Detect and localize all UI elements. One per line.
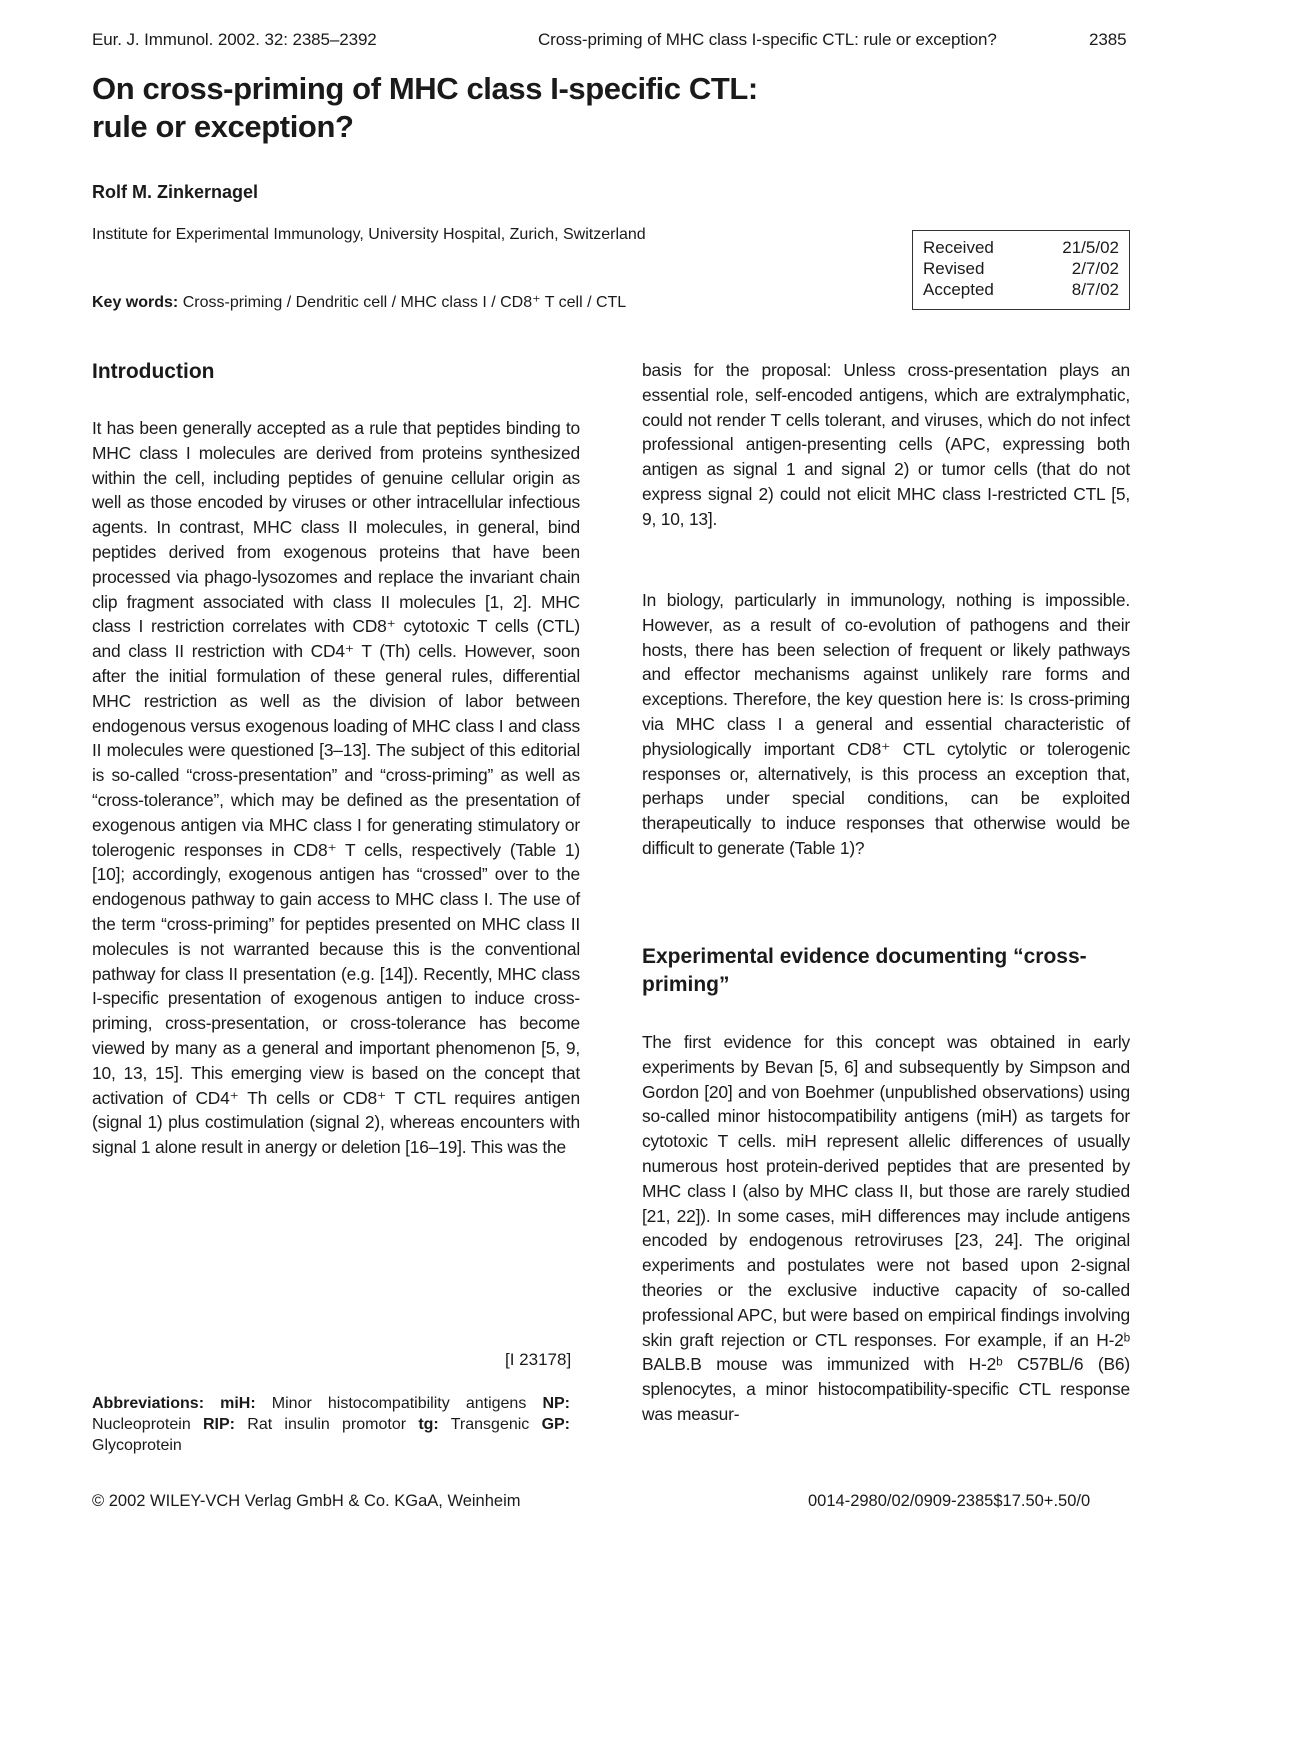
section-heading-experimental-evidence: Experimental evidence documenting “cross-priming” xyxy=(642,945,1087,996)
price-code-line: 0014-2980/02/0909-2385$17.50+.50/0 xyxy=(808,1492,1091,1510)
date-row-accepted xyxy=(923,279,1119,300)
paragraph-basis-for-proposal: basis for the proposal: Unless cross-presentation plays an essential role, self-encoded antigens, which are extralymphatic, could not render T cells tolerant, and viruses, which do not infect professional antigen-presenting cells (APC, expressing both antigen as signal 1 and signal 2) or tumor cells (that do not express signal 2) could not elicit MHC class I-restricted CTL [5, 9, 10, 13]. xyxy=(642,360,1130,529)
author-name: Rolf M. Zinkernagel xyxy=(92,182,259,202)
abbr-definition: Glycoprotein xyxy=(92,1437,182,1454)
running-header-journal: Eur. J. Immunol. 2002. 32: 2385–2392 xyxy=(92,30,377,49)
abbr-term: NP: xyxy=(542,1395,570,1412)
date-row-received xyxy=(923,237,1119,258)
running-header-title: Cross-priming of MHC class I-specific CTL: rule or exception? xyxy=(538,30,997,49)
article-title-line-2: rule or exception? xyxy=(92,109,354,144)
abbreviations-footnote xyxy=(92,1393,570,1456)
date-row-revised xyxy=(923,258,1119,279)
abbr-definition: Minor histocompatibility antigens xyxy=(271,1395,527,1412)
date-value: 2/7/02 xyxy=(1071,259,1119,278)
paragraph-introduction: It has been generally accepted as a rule that peptides binding to MHC class I molecules are derived from proteins synthesized within the cell, including peptides of genuine cellular origin as well as those encoded by viruses or other intracellular infectious agents. In contrast, MHC class II molecules, in general, bind peptides derived from exogenous proteins that have been processed via phago-lysozomes and replace the invariant chain clip fragment associated with class II molecules [1, 2]. MHC class I restriction correlates with CD8⁺ cytotoxic T cells (CTL) and class II restriction with CD4⁺ T (Th) cells. However, soon after the initial formulation of these general rules, differential MHC restriction as well as the division of labor between endogenous versus exogenous loading of MHC class I and class II molecules were questioned [3–13]. The subject of this editorial is so-called “cross-presentation” and “cross-priming” as well as “cross-tolerance”, which may be defined as the presentation of exogenous antigen via MHC class I for generating stimulatory or tolerogenic responses in CD8⁺ T cells, respectively (Table 1) [10]; accordingly, exogenous antigen has “crossed” over to the endogenous pathway to gain access to MHC class I. The use of the term “cross-priming” for peptides presented on MHC class II molecules is not warranted because this is the conventional pathway for class II presentation (e.g. [14]). Recently, MHC class I-specific presentation of exogenous antigen to induce cross-priming, cross-presentation, or cross-tolerance has become viewed by many as a general and important phenomenon [5, 9, 10, 13, 15]. This emerging view is based on the concept that activation of CD4⁺ Th cells or CD8⁺ T CTL requires antigen (signal 1) plus costimulation (signal 2), whereas encounters with signal 1 alone result in anergy or deletion [16–19]. This was the xyxy=(92,418,580,1158)
keywords-line xyxy=(92,292,626,312)
abbr-definition: Rat insulin promotor xyxy=(247,1416,407,1433)
abbr-term: RIP: xyxy=(203,1416,235,1433)
abbr-term: miH: xyxy=(220,1395,256,1412)
paragraph-biology: In biology, particularly in immunology, nothing is impossible. However, as a result of co-evolution of pathogens and their hosts, there has been selection of frequent or likely pathways and effector mechanisms against unlikely rare forms and exceptions. Therefore, the key question here is: Is cross-priming via MHC class I a general and essential characteristic of physiologically important CD8⁺ CTL cytolytic or tolerogenic responses or, alternatively, is this process an exception that, perhaps under special conditions, can be exploited therapeutically to induce responses that otherwise would be difficult to generate (Table 1)? xyxy=(642,590,1130,858)
date-label: Received xyxy=(923,238,994,257)
abbr-definition: Transgenic xyxy=(450,1416,530,1433)
abbr-term: tg: xyxy=(418,1416,439,1433)
date-value: 21/5/02 xyxy=(1062,238,1119,257)
abbr-definition: Nucleoprotein xyxy=(92,1416,191,1433)
paragraph-first-evidence: The first evidence for this concept was obtained in early experiments by Bevan [5, 6] and subsequently by Simpson and Gordon [20] and von Boehmer (unpublished observations) using so-called minor histocompatibility antigens (miH) as targets for cytotoxic T cells. miH represent allelic differences of usually numerous host protein-derived peptides that are presented by MHC class I (also by MHC class II, but those are rarely studied [21, 22]). In some cases, miH differences may include antigens encoded by endogenous retroviruses [23, 24]. The original experiments and postulates were not based upon 2-signal theories or the exclusive inductive capacity of so-called professional APC, but were based on empirical findings involving skin graft rejection or CTL responses. For example, if an H-2ᵇ BALB.B mouse was immunized with H-2ᵇ C57BL/6 (B6) splenocytes, a minor histocompatibility-specific CTL response was measur- xyxy=(642,1032,1130,1424)
date-label: Accepted xyxy=(923,280,994,299)
dates-box xyxy=(912,230,1130,310)
manuscript-id: [I 23178] xyxy=(505,1350,572,1369)
abbr-term: GP: xyxy=(541,1416,571,1433)
author-affiliation: Institute for Experimental Immunology, University Hospital, Zurich, Switzerland xyxy=(92,226,646,243)
section-heading-introduction: Introduction xyxy=(92,360,215,383)
article-title xyxy=(92,70,1092,146)
date-label: Revised xyxy=(923,259,985,278)
keywords-label: Key words: xyxy=(92,294,179,311)
copyright-line: © 2002 WILEY-VCH Verlag GmbH & Co. KGaA, Weinheim xyxy=(92,1492,521,1510)
abbreviations-label: Abbreviations: xyxy=(92,1395,205,1412)
article-title-line-1: On cross-priming of MHC class I-specific CTL: xyxy=(92,71,758,106)
page-number: 2385 xyxy=(1089,30,1127,49)
date-value: 8/7/02 xyxy=(1071,280,1119,299)
keywords-list: Cross-priming / Dendritic cell / MHC class I / CD8⁺ T cell / CTL xyxy=(182,294,627,311)
